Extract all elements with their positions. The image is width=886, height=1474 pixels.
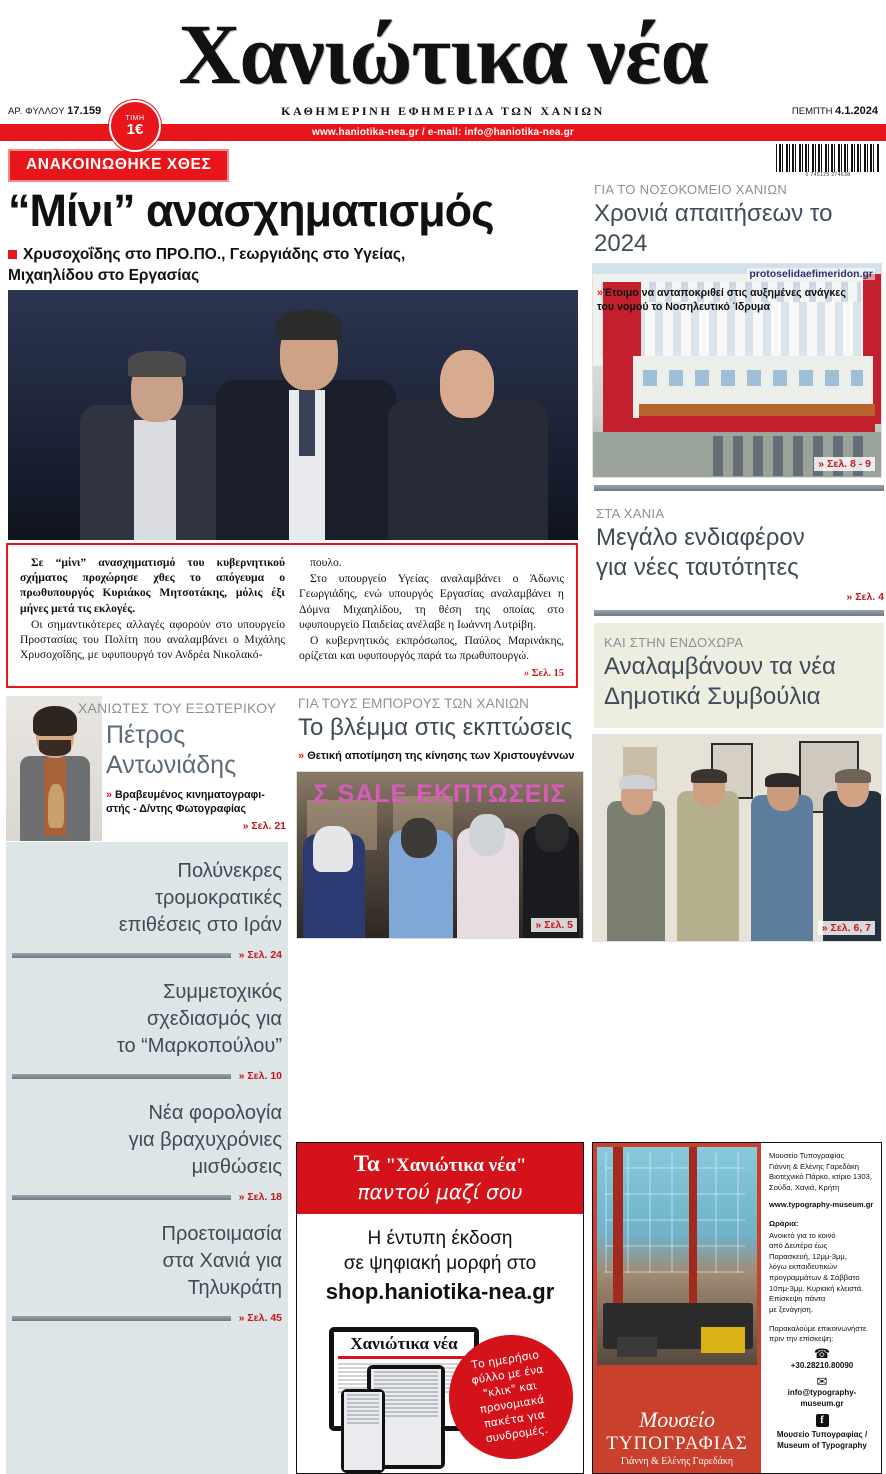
hours-line6: 10πμ-3μμ. Κυριακή κλειστά.: [769, 1283, 864, 1293]
newspaper-title: Χανιώτικα νέα: [178, 6, 708, 102]
news-line-3: επιθέσεις στο Ιράν: [118, 914, 282, 936]
news-item-rule: [12, 1070, 282, 1084]
sale-overlay-text: Σ SALE ΕΚΠΤΩΣΕΙΣ: [313, 780, 567, 808]
politicians-illustration: [8, 290, 578, 540]
list-item[interactable]: [6, 842, 288, 963]
museum-logo: [593, 1407, 761, 1467]
endohora-page-ref-text: Σελ. 6, 7: [830, 922, 871, 934]
lead-paragraph-5: Ο κυβερνητικός εκπρόσωπος, Παύλος Μαρινάκης, ορίζεται και υφυπουργός παρά τω πρωθυπουργώ.: [299, 634, 564, 663]
museum-logo-line1: Μουσείο: [638, 1407, 716, 1432]
lead-text-box: [6, 543, 578, 688]
museum-facebook-block[interactable]: [769, 1414, 875, 1451]
hours-line3: Παρασκευή, 12μμ-3μμ,: [769, 1251, 847, 1261]
watermark: protoselidaefimeridon.gr: [749, 268, 873, 280]
divider: [12, 1074, 231, 1079]
left-sidebar: [6, 692, 288, 842]
ids-page-ref-text: Σελ. 4: [855, 591, 884, 603]
news-item-title: [12, 979, 282, 1060]
news-item-rule: [12, 1191, 282, 1205]
person-description: [106, 788, 286, 816]
barcode-bars: [776, 144, 880, 172]
museum-name-line1: Μουσείο Τυπογραφίας: [769, 1151, 845, 1160]
masthead: [0, 0, 886, 100]
news-line-2: στα Χανιά για: [162, 1250, 282, 1272]
news-line-3: Τηλυκράτη: [187, 1277, 282, 1299]
chevron-right-icon: »: [106, 789, 112, 801]
lead-page-reference[interactable]: [299, 666, 564, 681]
content-area: [0, 180, 886, 1467]
hours-line7: Επίσκεψη πάντα: [769, 1294, 826, 1304]
news-item-rule: [12, 1312, 282, 1326]
mid-story-subhead-text: Θετική αποτίμηση της κίνησης των Χριστουγέννων: [307, 750, 575, 762]
news-line-1: Προετοιμασία: [161, 1223, 282, 1245]
mockup-red-rule: [338, 1356, 470, 1359]
news-page-reference[interactable]: » Σελ. 10: [238, 1070, 282, 1082]
lead-paragraph-4: Στο υπουργείο Υγείας αναλαμβάνει ο Άδωνις Γεωργιάδης, ενώ υπουργός Εργασίας αναλαμβάνει η Δόμνα Μιχαηλίδου, τη θέση της οποίας στο υφυπουργείο Παιδείας ανέλαβε η Ιωάννη Λυτρίβη.: [299, 572, 564, 631]
price-label: ΤΙΜΗ: [125, 115, 145, 122]
news-line-2: για βραχυχρόνιες: [128, 1129, 282, 1151]
museum-email-block[interactable]: [769, 1373, 875, 1410]
phone-mockup: [341, 1389, 385, 1473]
barcode-number: 0 745125 274638: [805, 172, 851, 178]
news-page-ref-text: Σελ. 24: [247, 949, 282, 961]
news-line-1: Νέα φορολογία: [148, 1102, 282, 1124]
lead-subheadline: [0, 236, 584, 286]
hospital-kicker: ΓΙΑ ΤΟ ΝΟΣΟΚΟΜΕΙΟ ΧΑΝΙΩΝ: [594, 182, 788, 197]
chevron-right-icon: »: [597, 287, 603, 299]
lead-page-ref-text: Σελ. 15: [531, 668, 564, 680]
news-item-title: [12, 1100, 282, 1181]
ad-digital-edition[interactable]: [296, 1142, 584, 1474]
mid-story-page-reference[interactable]: » Σελ. 5: [531, 918, 577, 932]
news-list: [6, 842, 288, 1474]
hospital-page-reference[interactable]: » Σελ. 8 - 9: [814, 457, 875, 471]
list-item[interactable]: [6, 963, 288, 1084]
hospital-caption-line1: Έτοιμο να ανταποκριθεί στις αυξημένες ανάγκες: [602, 287, 846, 299]
divider: [12, 1316, 231, 1321]
lead-text-column-1: [20, 555, 285, 680]
museum-email: info@typography-museum.gr: [787, 1388, 857, 1408]
mid-story-subhead: [296, 742, 584, 763]
news-page-ref-text: Σελ. 45: [247, 1312, 282, 1324]
issue-value: 17.159: [67, 105, 102, 117]
ad-title-main: "Χανιώτικα νέα": [385, 1155, 527, 1176]
ad-tagline: παντού μαζί σου: [357, 1180, 523, 1204]
divider: [12, 1195, 231, 1200]
ids-headline-line2: για νέες ταυτότητες: [596, 554, 799, 581]
ad-header-band: [297, 1143, 583, 1214]
ids-headline-line1: Μεγάλο ενδιαφέρον: [596, 524, 805, 551]
museum-website[interactable]: www.typography-museum.gr: [769, 1200, 874, 1210]
news-item-rule: [12, 949, 282, 963]
news-line-3: το “Μαρκοπούλου”: [116, 1035, 282, 1057]
hours-line1: Ανοικτό για το κοινό: [769, 1230, 836, 1240]
hours-line8: με ξενάγηση.: [769, 1304, 813, 1314]
museum-address-line1: Βιοτεχνικό Πάρκο, κτίριο 1303,: [769, 1172, 872, 1182]
ad-body: [297, 1214, 583, 1311]
lead-subheadline-line2: Μιχαηλίδου στο Εργασίας: [8, 267, 200, 284]
masthead-subtitle: ΚΑΘΗΜΕΡΙΝΗ ΕΦΗΜΕΡΙΔΑ ΤΩΝ ΧΑΝΙΩΝ: [281, 103, 605, 118]
person-name: [106, 720, 236, 780]
endohora-story[interactable]: [594, 623, 884, 728]
museum-hours-title: Ωράρια:: [769, 1218, 799, 1228]
lead-paragraph-3: πουλο.: [310, 556, 342, 569]
endohora-headline-line1: Αναλαμβάνουν τα νέα: [604, 653, 836, 680]
ad-title: [303, 1151, 577, 1177]
facebook-icon: f: [816, 1414, 829, 1427]
museum-phone: +30.28210.80090: [790, 1360, 854, 1370]
website-line[interactable]: www.haniotika-nea.gr / e-mail: info@haniotika-nea.gr: [311, 127, 575, 138]
lead-headline: “Μίνι” ανασχηματισμός: [8, 185, 494, 236]
ad-devices-illustration: [305, 1321, 575, 1474]
ad-shop-url[interactable]: shop.haniotika-nea.gr: [325, 1279, 555, 1304]
museum-photo: [597, 1147, 757, 1365]
news-line-1: Πολύνεκρες: [177, 860, 282, 882]
hours-line2: από Δευτέρα έως: [769, 1241, 828, 1251]
mid-story-photo: [296, 771, 584, 939]
barcode: [776, 144, 880, 180]
list-item[interactable]: [6, 1205, 288, 1326]
news-page-reference[interactable]: » Σελ. 24: [238, 949, 282, 961]
museum-name-line2: Γιάννη & Ελένης Γαρεδάκη: [769, 1161, 859, 1171]
person-desc-line1: Βραβευμένος κινηματογραφι-: [114, 789, 265, 801]
price-badge: [109, 100, 161, 152]
announcement-badge: ΑΝΑΚΟΙΝΩΘΗΚΕ ΧΘΕΣ: [8, 149, 229, 182]
endohora-page-reference[interactable]: » Σελ. 6, 7: [818, 921, 875, 935]
endohora-headline: [602, 650, 876, 716]
hospital-page-ref-text: Σελ. 8 - 9: [827, 458, 871, 470]
hospital-caption: [597, 286, 871, 314]
museum-hours: [769, 1231, 875, 1316]
endohora-photo: [592, 734, 882, 942]
divider: [594, 610, 884, 616]
contact-note-line2: πριν την επίσκεψη:: [769, 1334, 834, 1344]
ad-promo-circle: Το ημερήσιο φύλλο με ένα "κλικ" και προνομιακά πακέτα για συνδρομές.: [440, 1326, 582, 1468]
divider: [12, 953, 231, 958]
mockup-newspaper-title: Χανιώτικα νέα: [350, 1334, 458, 1353]
facebook-name-line2: Museum of Typography: [777, 1441, 867, 1451]
museum-ad-image-panel: [593, 1143, 761, 1473]
ad-body-line1: Η έντυπη έκδοση: [367, 1228, 513, 1249]
lead-text-column-2: [299, 555, 564, 680]
date-weekday: ΠΕΜΠΤΗ: [791, 106, 833, 117]
endohora-kicker: ΚΑΙ ΣΤΗΝ ΕΝΔΟΧΩΡΑ: [604, 635, 744, 650]
lead-paragraph-2: Οι σημαντικότερες αλλαγές αφορούν στο υπουργείο Προστασίας του Πολίτη που αναλαμβάνει ο Μιχάλης Χρυσοχοΐδης, με υφυπουργό τον Ανδρέα Νικολακό-: [20, 617, 285, 662]
news-page-reference[interactable]: » Σελ. 18: [238, 1191, 282, 1203]
mid-page-ref-text: Σελ. 5: [544, 919, 573, 931]
right-column: [592, 180, 886, 942]
lead-story: [0, 180, 584, 286]
mid-story-kicker: ΓΙΑ ΤΟΥΣ ΕΜΠΟΡΟΥΣ ΤΩΝ ΧΑΝΙΩΝ: [298, 696, 530, 711]
phone-screen: [344, 1392, 382, 1470]
list-item[interactable]: [6, 1084, 288, 1205]
news-line-3: μισθώσεις: [191, 1156, 282, 1178]
endohora-headline-line2: Δημοτικά Συμβούλια: [604, 683, 821, 710]
hours-line5: προγραμμάτων & Σάββατο: [769, 1272, 860, 1282]
museum-logo-line3: Γιάννη & Ελένης Γαρεδάκη: [620, 1456, 734, 1467]
museum-phone-block[interactable]: [769, 1346, 875, 1371]
news-line-2: τρομοκρατικές: [155, 887, 282, 909]
person-kicker: ΧΑΝΙΩΤΕΣ ΤΟΥ ΕΞΩΤΕΡΙΚΟΥ: [78, 700, 277, 716]
museum-address: [769, 1151, 875, 1193]
person-page-ref-text: Σελ. 21: [251, 820, 286, 832]
news-page-ref-text: Σελ. 10: [247, 1070, 282, 1082]
person-photo: [6, 696, 102, 841]
person-name-line2: Αντωνιάδης: [106, 751, 237, 779]
person-feature[interactable]: [6, 692, 288, 842]
hospital-photo: [592, 263, 882, 478]
hours-line4: λόγω εκπαιδευτικών: [769, 1262, 838, 1272]
chevron-right-icon: »: [298, 750, 305, 762]
hospital-story[interactable]: [592, 180, 886, 478]
ids-page-reference[interactable]: » Σελ. 4: [846, 591, 884, 603]
museum-ad-info-panel: [761, 1143, 881, 1473]
news-line-1: Συμμετοχικός: [163, 981, 282, 1003]
hospital-headline: Χρονιά απαιτήσεων το 2024: [594, 200, 833, 257]
person-desc-line2: στής - Δ/ντης Φωτογραφίας: [106, 803, 247, 815]
facebook-name-line1: Μουσείο Τυπογραφίας /: [776, 1430, 868, 1440]
ids-headline: [594, 521, 884, 587]
ids-kicker: ΣΤΑ ΧΑΝΙΑ: [596, 506, 665, 521]
mail-icon: ✉: [816, 1373, 828, 1389]
person-name-line1: Πέτρος: [106, 721, 186, 749]
news-page-reference[interactable]: » Σελ. 45: [238, 1312, 282, 1324]
mid-story: [296, 692, 584, 939]
museum-address-line2: Σούδα, Χανιά, Κρήτη: [769, 1182, 840, 1192]
person-page-reference[interactable]: » Σελ. 21: [242, 820, 286, 832]
lead-subheadline-line1: Χρυσοχοΐδης στο ΠΡΟ.ΠΟ., Γεωργιάδης στο Υγείας,: [23, 246, 406, 263]
news-line-2: σχεδιασμός για: [146, 1008, 282, 1030]
divider: [594, 485, 884, 491]
lead-paragraph-1: Σε “μίνι” ανασχηματισμό του κυβερνητικού σχήματος προχώρησε χθες το απόγευμα ο πρωθυπουργός Κυριάκος Μητσοτάκης, μόλις έξι μήνες μετά τις εκλογές.: [20, 556, 285, 615]
museum-facebook-name: [769, 1429, 875, 1451]
ad-typography-museum[interactable]: [592, 1142, 882, 1474]
red-square-bullet-icon: [8, 250, 17, 259]
museum-logo-line2: ΤΥΠΟΓΡΑΦΙΑΣ: [606, 1433, 748, 1454]
museum-contact-note: [769, 1324, 875, 1344]
ad-body-line2: σε ψηφιακή μορφή στο: [343, 1253, 537, 1274]
chevron-right-icon: »: [523, 668, 530, 680]
price-value: 1€: [126, 121, 144, 138]
phone-icon: ☎: [813, 1346, 831, 1362]
mid-story-headline: Το βλέμμα στις εκπτώσεις: [298, 714, 573, 741]
date-value: 4.1.2024: [835, 105, 878, 117]
news-page-ref-text: Σελ. 18: [247, 1191, 282, 1203]
contact-note-line1: Παρακαλούμε επικοινωνήστε: [769, 1324, 867, 1334]
hospital-caption-line2: του νομού το Νοσηλευτικό Ίδρυμα: [597, 301, 771, 313]
ids-story[interactable]: [592, 498, 886, 603]
issue-label: ΑΡ. ΦΥΛΛΟΥ: [8, 106, 65, 117]
news-item-title: [12, 858, 282, 939]
news-item-title: [12, 1221, 282, 1302]
lead-photo: [8, 290, 578, 540]
ad-title-pre: Τα: [353, 1151, 386, 1176]
